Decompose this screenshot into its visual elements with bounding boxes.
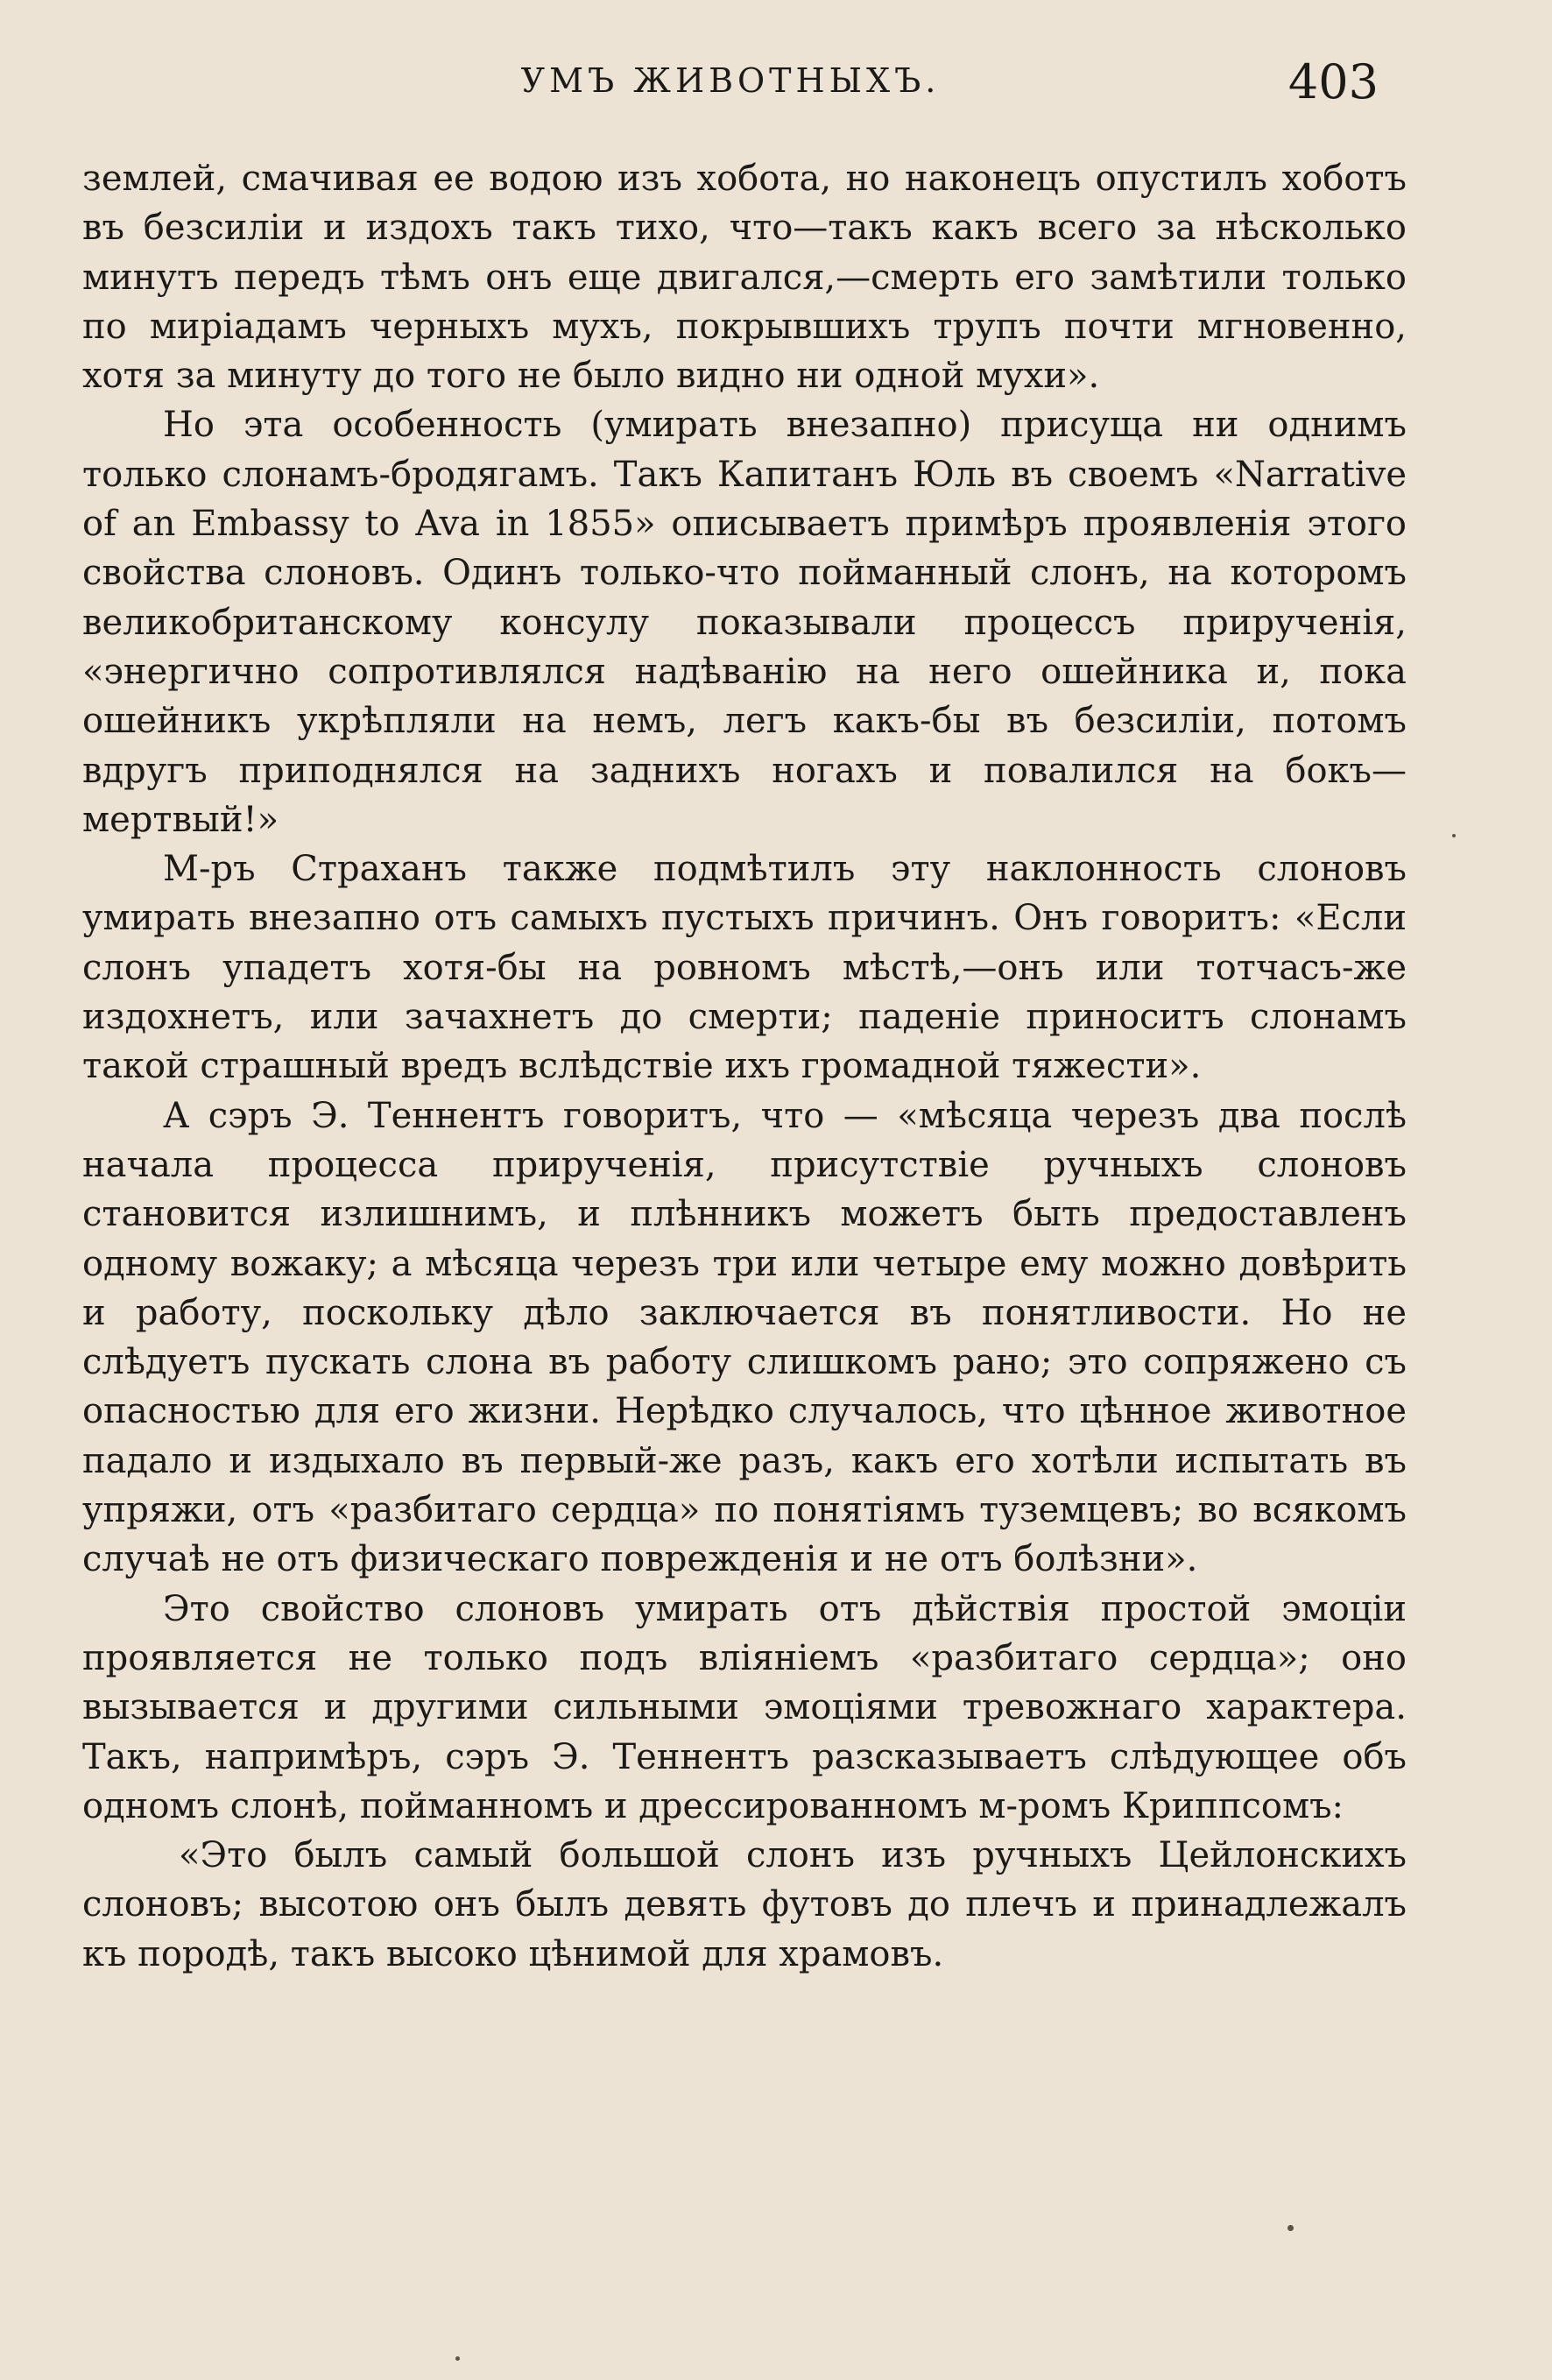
paper-speck	[1287, 2225, 1294, 2231]
paragraph-3: М-ръ Страханъ также подмѣтилъ эту наклонность слоновъ умирать внезапно отъ самыхъ пустыхъ причинъ. Онъ говоритъ: «Если слонъ упадетъ хотя-бы на ровномъ мѣстѣ,—онъ или тотчасъ-же издохнетъ, или зачахнетъ до смерти; паденіе приноситъ слонамъ такой страшный вредъ вслѣдствіе ихъ громадной тяжести».	[82, 849, 1407, 1087]
paragraph-5: Это свойство слоновъ умирать отъ дѣйствія простой эмоціи проявляется не только подъ вліяніемъ «разбитаго сердца»; оно вызывается и другими сильными эмоціями тревожнаго характера. Такъ, напримѣръ, сэръ Э. Теннентъ разсказываетъ слѣдующее объ одномъ слонѣ, пойманномъ и дрессированномъ м-ромъ Криппсомъ:	[82, 1588, 1407, 1826]
paper-speck	[1452, 834, 1456, 837]
running-head	[82, 54, 1379, 116]
paragraph-4: А сэръ Э. Теннентъ говоритъ, что — «мѣсяца черезъ два послѣ начала процесса прирученія, присутствіе ручныхъ слоновъ становится излишнимъ, и плѣнникъ можетъ быть предоставленъ одному вожаку; а мѣсяца черезъ три или четыре ему можно довѣрить и работу, поскольку дѣло заключается въ понятливости. Но не слѣдуетъ пускать слона въ работу слишкомъ рано; это сопряжено съ опасностью для его жизни. Нерѣдко случалось, что цѣнное животное падало и издыхало въ первый-же разъ, какъ его хотѣли испытать въ упряжи, отъ «разбитаго сердца» по понятіямъ туземцевъ; во всякомъ случаѣ не отъ физическаго поврежденія и не отъ болѣзни».	[82, 1095, 1407, 1580]
paragraph-6-quote: «Это былъ самый большой слонъ изъ ручныхъ Цейлонскихъ слоновъ; высотою онъ былъ девять футовъ до плечъ и принадлежалъ къ породѣ, такъ высоко цѣнимой для храмовъ.	[82, 1835, 1407, 1974]
body-text	[82, 154, 1407, 1979]
page-number: 403	[1287, 54, 1379, 109]
paragraph-1: землей, смачивая ее водою изъ хобота, но наконецъ опустилъ хоботъ въ безсиліи и издохъ такъ тихо, что—такъ какъ всего за нѣсколько минутъ передъ тѣмъ онъ еще двигался,—смерть его замѣтили только по миріадамъ черныхъ мухъ, покрывшихъ трупъ почти мгновенно, хотя за минуту до того не было видно ни одной мухи».	[82, 159, 1407, 397]
running-title: УМЪ ЖИВОТНЫХЪ.	[520, 61, 941, 100]
paragraph-2: Но эта особенность (умирать внезапно) присуща ни однимъ только слонамъ-бродягамъ. Такъ Капитанъ Юль въ своемъ «Narrative of an Embassy to Ava in 1855» описываетъ примѣръ проявленія этого свойства слоновъ. Одинъ только-что пойманный слонъ, на которомъ великобританскому консулу показывали процессъ прирученія, «энергично сопротивлялся надѣванію на него ошейника и, пока ошейникъ укрѣпляли на немъ, легъ какъ-бы въ безсиліи, потомъ вдругъ приподнялся на заднихъ ногахъ и повалился на бокъ—мертвый!»	[82, 405, 1407, 840]
paper-speck	[455, 2356, 460, 2361]
